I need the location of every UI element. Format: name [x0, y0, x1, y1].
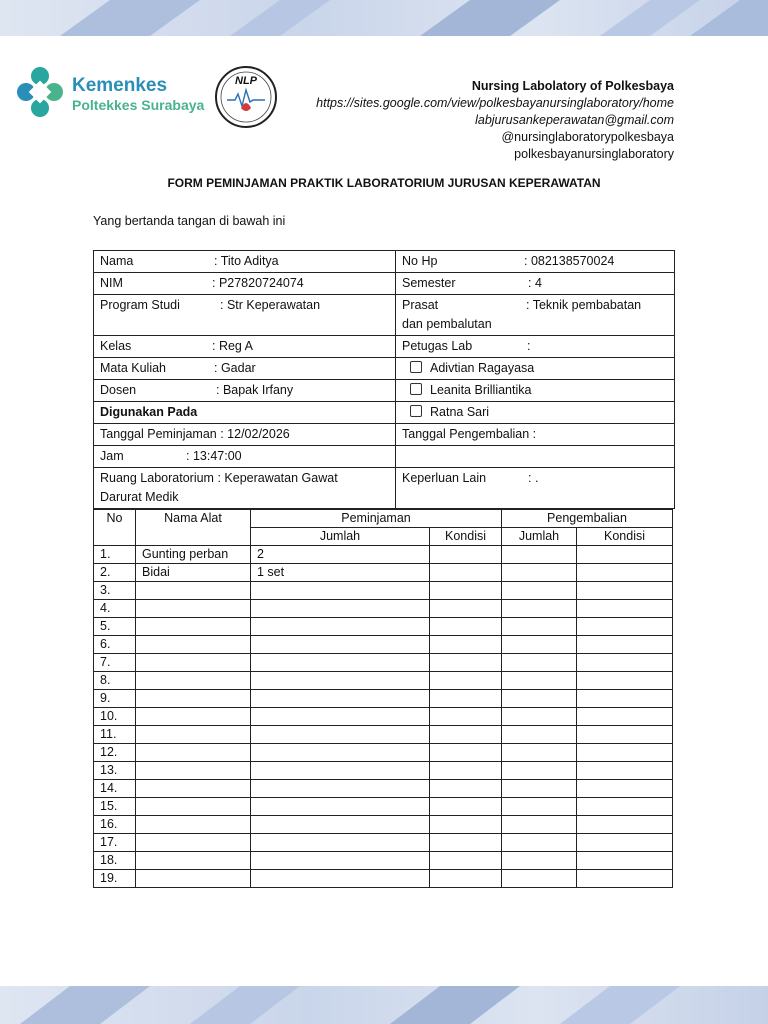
row-pinjam-jumlah[interactable] [251, 744, 430, 762]
row-kembali-kondisi[interactable] [577, 672, 673, 690]
prasat-value-cont[interactable]: dan pembalutan [402, 317, 492, 331]
row-nama-alat[interactable]: Bidai [136, 564, 251, 582]
table-row [94, 600, 673, 618]
row-kembali-jumlah[interactable] [502, 672, 577, 690]
nlp-logo-text: NLP [235, 75, 257, 87]
row-pinjam-kondisi[interactable] [430, 564, 502, 582]
header-kembali-kondisi: Kondisi [577, 528, 673, 546]
row-nama-alat[interactable] [136, 798, 251, 816]
table-row [94, 744, 673, 762]
row-pinjam-jumlah[interactable] [251, 618, 430, 636]
row-kembali-jumlah[interactable] [502, 690, 577, 708]
row-kembali-kondisi[interactable] [577, 546, 673, 564]
keperluan-value[interactable]: : . [528, 471, 539, 485]
row-pinjam-jumlah[interactable] [251, 816, 430, 834]
row-kembali-kondisi[interactable] [577, 690, 673, 708]
instagram-handle: @nursinglaboratorypolkesbaya [501, 130, 674, 144]
petugas-option-3: Ratna Sari [430, 405, 490, 419]
row-kembali-jumlah[interactable] [502, 726, 577, 744]
table-row [94, 636, 673, 654]
tgl-kembali-label: Tanggal Pengembalian : [402, 427, 537, 441]
website-link[interactable]: https://sites.google.com/view/polkesbayanursinglaboratory/home [316, 96, 674, 110]
row-kembali-kondisi[interactable] [577, 798, 673, 816]
row-pinjam-kondisi[interactable] [430, 852, 502, 870]
row-pinjam-jumlah[interactable] [251, 852, 430, 870]
prasat-value[interactable]: : Teknik pembabatan [526, 298, 642, 312]
petugas-label: Petugas Lab [402, 339, 473, 353]
row-kembali-kondisi[interactable] [577, 582, 673, 600]
semester-label: Semester [402, 276, 456, 290]
row-nama-alat[interactable] [136, 636, 251, 654]
prodi-label: Program Studi [100, 298, 180, 312]
row-pinjam-jumlah[interactable] [251, 582, 430, 600]
table-row [94, 672, 673, 690]
table-row [94, 852, 673, 870]
header-peminjaman: Peminjaman [251, 510, 502, 528]
table-row [94, 834, 673, 852]
row-kembali-kondisi[interactable] [577, 600, 673, 618]
contact-info [316, 78, 674, 163]
nlp-logo-icon [213, 64, 279, 130]
ruang-value-cont[interactable]: Darurat Medik [100, 490, 179, 504]
prasat-label: Prasat [402, 298, 439, 312]
row-pinjam-jumlah[interactable] [251, 780, 430, 798]
row-nama-alat[interactable] [136, 672, 251, 690]
row-pinjam-kondisi[interactable] [430, 762, 502, 780]
row-pinjam-jumlah[interactable]: 1 set [251, 564, 430, 582]
row-kembali-jumlah[interactable] [502, 762, 577, 780]
row-no: 6. [94, 636, 136, 654]
nama-label: Nama [100, 254, 134, 268]
row-kembali-jumlah[interactable] [502, 834, 577, 852]
table-row [94, 762, 673, 780]
table-row [94, 816, 673, 834]
row-no: 10. [94, 708, 136, 726]
row-pinjam-jumlah[interactable] [251, 726, 430, 744]
row-nama-alat[interactable] [136, 618, 251, 636]
row-nama-alat[interactable] [136, 816, 251, 834]
row-pinjam-kondisi[interactable] [430, 816, 502, 834]
header-nama-alat: Nama Alat [136, 510, 251, 546]
org-name: Nursing Labolatory of Polkesbaya [471, 79, 674, 93]
row-pinjam-jumlah[interactable]: 2 [251, 546, 430, 564]
row-no: 9. [94, 690, 136, 708]
row-kembali-kondisi[interactable] [577, 762, 673, 780]
table-row [94, 546, 673, 564]
row-no: 13. [94, 762, 136, 780]
row-pinjam-kondisi[interactable] [430, 672, 502, 690]
row-kembali-kondisi[interactable] [577, 726, 673, 744]
row-pinjam-kondisi[interactable] [430, 834, 502, 852]
equipment-rows [94, 546, 673, 888]
table-row [94, 564, 673, 582]
row-kembali-jumlah[interactable] [502, 600, 577, 618]
row-kembali-kondisi[interactable] [577, 636, 673, 654]
jam-label: Jam [100, 449, 124, 463]
equipment-table [93, 509, 673, 888]
row-nama-alat[interactable] [136, 852, 251, 870]
table-row [94, 780, 673, 798]
logo-title: Kemenkes [72, 75, 168, 96]
row-kembali-kondisi[interactable] [577, 744, 673, 762]
row-pinjam-kondisi[interactable] [430, 870, 502, 888]
bottom-decorative-band [0, 986, 768, 1024]
row-pinjam-kondisi[interactable] [430, 744, 502, 762]
semester-value[interactable]: : 4 [528, 276, 542, 290]
row-nama-alat[interactable] [136, 780, 251, 798]
row-no: 7. [94, 654, 136, 672]
row-kembali-jumlah[interactable] [502, 564, 577, 582]
header-pinjam-kondisi: Kondisi [430, 528, 502, 546]
row-kembali-jumlah[interactable] [502, 582, 577, 600]
row-no: 3. [94, 582, 136, 600]
top-band-pattern [0, 0, 768, 36]
row-pinjam-kondisi[interactable] [430, 726, 502, 744]
row-pinjam-kondisi[interactable] [430, 654, 502, 672]
keperluan-label: Keperluan Lain [402, 471, 487, 485]
row-no: 12. [94, 744, 136, 762]
row-nama-alat[interactable] [136, 654, 251, 672]
table-row [94, 654, 673, 672]
row-nama-alat[interactable] [136, 762, 251, 780]
row-nama-alat[interactable] [136, 708, 251, 726]
petugas-value: : [527, 339, 531, 353]
row-pinjam-kondisi[interactable] [430, 690, 502, 708]
row-nama-alat[interactable] [136, 726, 251, 744]
ruang-label: Ruang Laboratorium [100, 471, 214, 485]
row-pinjam-jumlah[interactable] [251, 762, 430, 780]
row-no: 1. [94, 546, 136, 564]
row-nama-alat[interactable] [136, 600, 251, 618]
petugas-option-1: Adivtian Ragayasa [430, 361, 535, 375]
checkbox-petugas-3[interactable] [410, 405, 422, 417]
form-intro: Yang bertanda tangan di bawah ini [93, 214, 286, 228]
row-kembali-jumlah[interactable] [502, 780, 577, 798]
row-kembali-kondisi[interactable] [577, 834, 673, 852]
row-pinjam-jumlah[interactable] [251, 870, 430, 888]
row-kembali-kondisi[interactable] [577, 816, 673, 834]
row-no: 19. [94, 870, 136, 888]
row-kembali-kondisi[interactable] [577, 870, 673, 888]
row-kembali-kondisi[interactable] [577, 654, 673, 672]
row-nama-alat[interactable] [136, 834, 251, 852]
row-no: 17. [94, 834, 136, 852]
table-row [94, 726, 673, 744]
row-kembali-jumlah[interactable] [502, 618, 577, 636]
row-pinjam-jumlah[interactable] [251, 708, 430, 726]
row-pinjam-kondisi[interactable] [430, 582, 502, 600]
row-pinjam-kondisi[interactable] [430, 600, 502, 618]
borrower-info-table [93, 250, 675, 509]
row-pinjam-kondisi[interactable] [430, 618, 502, 636]
row-no: 4. [94, 600, 136, 618]
matakuliah-label: Mata Kuliah [100, 361, 167, 375]
petugas-option-2: Leanita Brilliantika [430, 383, 532, 397]
row-no: 5. [94, 618, 136, 636]
row-pinjam-jumlah[interactable] [251, 690, 430, 708]
nim-value[interactable]: : P27820724074 [212, 276, 304, 290]
row-kembali-jumlah[interactable] [502, 852, 577, 870]
nohp-value[interactable]: : 082138570024 [524, 254, 615, 268]
bottom-band-pattern [0, 986, 768, 1024]
table-row [94, 582, 673, 600]
form-title: FORM PEMINJAMAN PRAKTIK LABORATORIUM JURUSAN KEPERAWATAN [167, 176, 601, 190]
header-pengembalian: Pengembalian [502, 510, 673, 528]
row-no: 16. [94, 816, 136, 834]
table-row [94, 690, 673, 708]
row-kembali-jumlah[interactable] [502, 636, 577, 654]
row-pinjam-jumlah[interactable] [251, 636, 430, 654]
row-kembali-kondisi[interactable] [577, 852, 673, 870]
row-pinjam-kondisi[interactable] [430, 636, 502, 654]
row-kembali-jumlah[interactable] [502, 870, 577, 888]
row-pinjam-jumlah[interactable] [251, 600, 430, 618]
table-row [94, 870, 673, 888]
kelas-label: Kelas [100, 339, 132, 353]
row-no: 8. [94, 672, 136, 690]
kelas-value[interactable]: : Reg A [212, 339, 253, 353]
row-pinjam-kondisi[interactable] [430, 708, 502, 726]
row-pinjam-kondisi[interactable] [430, 780, 502, 798]
row-kembali-jumlah[interactable] [502, 798, 577, 816]
row-kembali-kondisi[interactable] [577, 618, 673, 636]
row-kembali-jumlah[interactable] [502, 654, 577, 672]
row-kembali-kondisi[interactable] [577, 564, 673, 582]
row-kembali-kondisi[interactable] [577, 708, 673, 726]
row-no: 15. [94, 798, 136, 816]
header-pinjam-jumlah: Jumlah [251, 528, 430, 546]
row-no: 2. [94, 564, 136, 582]
table-row [94, 798, 673, 816]
tgl-pinjam-value[interactable]: : 12/02/2026 [220, 427, 290, 441]
nohp-label: No Hp [402, 254, 438, 268]
kemenkes-logo-icon [14, 64, 66, 120]
digunakan-pada-label: Digunakan Pada [100, 405, 198, 419]
row-nama-alat[interactable]: Gunting perban [136, 546, 251, 564]
row-nama-alat[interactable] [136, 690, 251, 708]
logo-subtitle: Poltekkes Surabaya [72, 97, 205, 113]
row-no: 14. [94, 780, 136, 798]
row-no: 11. [94, 726, 136, 744]
row-pinjam-kondisi[interactable] [430, 798, 502, 816]
header-no: No [94, 510, 136, 546]
email-link[interactable]: labjurusankeperawatan@gmail.com [475, 113, 674, 127]
table-row [94, 618, 673, 636]
logo-area [14, 64, 294, 134]
dosen-label: Dosen [100, 383, 137, 397]
row-kembali-jumlah[interactable] [502, 546, 577, 564]
row-pinjam-jumlah[interactable] [251, 654, 430, 672]
jam-value[interactable]: : 13:47:00 [186, 449, 242, 463]
row-nama-alat[interactable] [136, 870, 251, 888]
other-handle: polkesbayanursinglaboratory [514, 147, 674, 161]
dosen-value[interactable]: : Bapak Irfany [216, 383, 294, 397]
row-kembali-kondisi[interactable] [577, 780, 673, 798]
row-no: 18. [94, 852, 136, 870]
row-kembali-jumlah[interactable] [502, 816, 577, 834]
header-kembali-jumlah: Jumlah [502, 528, 577, 546]
row-pinjam-kondisi[interactable] [430, 546, 502, 564]
tgl-pinjam-label: Tanggal Peminjaman [100, 427, 217, 441]
checkbox-petugas-2[interactable] [410, 383, 422, 395]
row-kembali-jumlah[interactable] [502, 744, 577, 762]
row-pinjam-jumlah[interactable] [251, 834, 430, 852]
table-row [94, 708, 673, 726]
checkbox-petugas-1[interactable] [410, 361, 422, 373]
row-nama-alat[interactable] [136, 582, 251, 600]
prodi-value[interactable]: : Str Keperawatan [220, 298, 321, 312]
nama-value[interactable]: : Tito Aditya [214, 254, 279, 268]
row-nama-alat[interactable] [136, 744, 251, 762]
top-decorative-band [0, 0, 768, 36]
ruang-value[interactable]: : Keperawatan Gawat [217, 471, 338, 485]
row-pinjam-jumlah[interactable] [251, 672, 430, 690]
row-pinjam-jumlah[interactable] [251, 798, 430, 816]
matakuliah-value[interactable]: : Gadar [214, 361, 256, 375]
row-kembali-jumlah[interactable] [502, 708, 577, 726]
nim-label: NIM [100, 276, 123, 290]
